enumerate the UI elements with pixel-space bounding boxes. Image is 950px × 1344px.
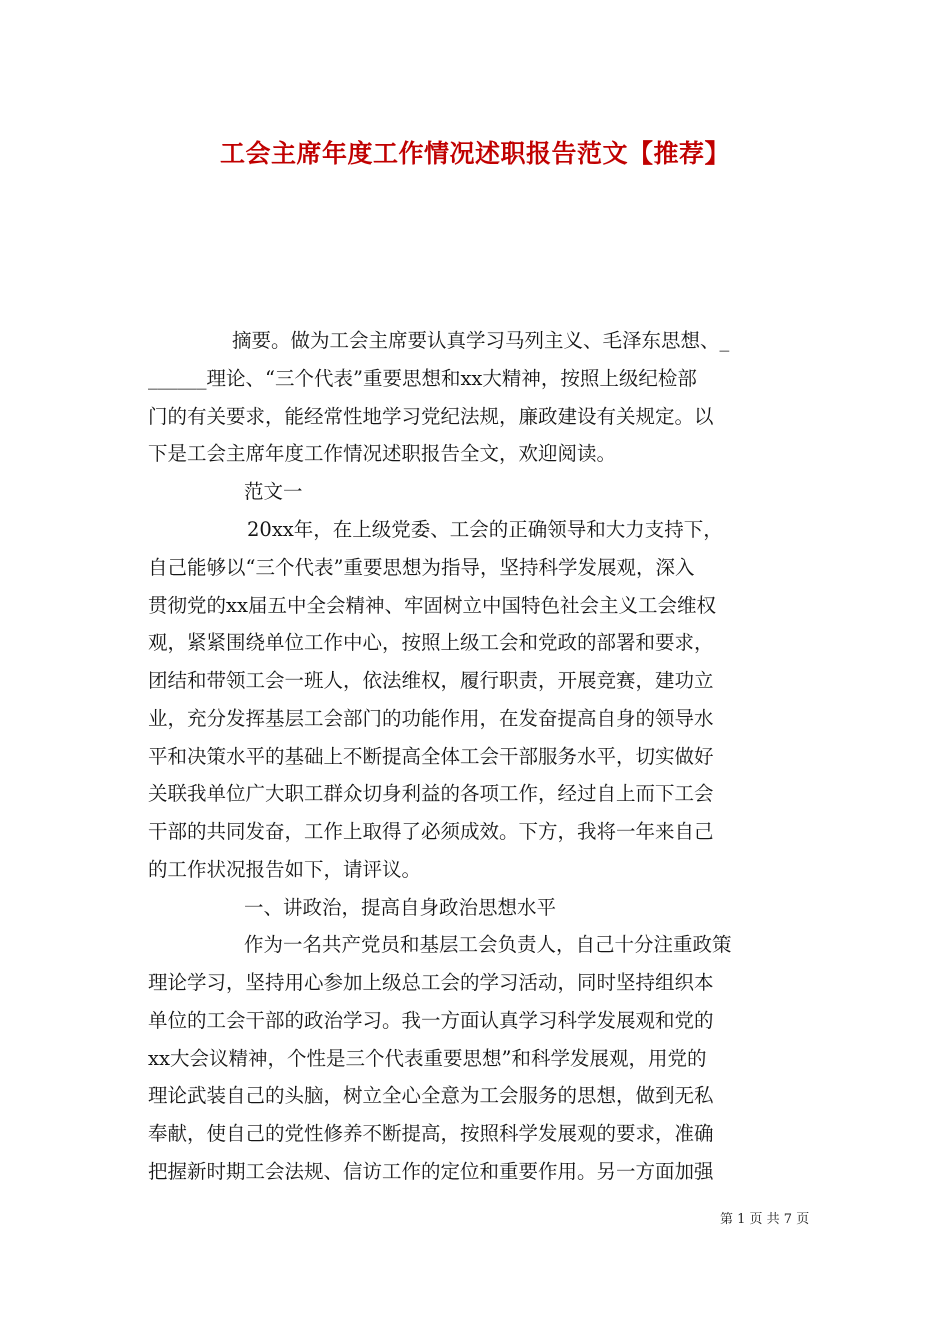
paragraph-line: 奉献，使自己的党性修养不断提高，按照科学发展观的要求，准确 xyxy=(148,1122,714,1145)
paragraph-line: 平和决策水平的基础上不断提高全体工会干部服务水平，切实做好 xyxy=(148,745,714,768)
abstract-line-2: ______理论、“三个代表”重要思想和xx大精神，按照上级纪检部 xyxy=(148,367,697,390)
section-heading-politics: 一、讲政治，提高自身政治思想水平 xyxy=(244,896,557,919)
paragraph-line: 观，紧紧围绕单位工作中心，按照上级工会和党政的部署和要求， xyxy=(148,631,714,654)
abstract-line-1: 摘要。做为工会主席要认真学习马列主义、毛泽东思想、_ xyxy=(232,329,730,352)
abstract-line-4: 下是工会主席年度工作情况述职报告全文，欢迎阅读。 xyxy=(148,442,617,465)
paragraph-line: 把握新时期工会法规、信访工作的定位和重要作用。另一方面加强 xyxy=(148,1160,714,1183)
abstract-line-3: 门的有关要求，能经常性地学习党纪法规，廉政建设有关规定。以 xyxy=(148,405,714,428)
paragraph-line: 作为一名共产党员和基层工会负责人，自己十分注重政策 xyxy=(244,933,732,956)
paragraph-line: 自己能够以“三个代表”重要思想为指导，坚持科学发展观，深入 xyxy=(148,556,695,579)
paragraph-line: xx大会议精神，个性是三个代表重要思想”和科学发展观，用党的 xyxy=(148,1047,707,1070)
paragraph-line: 理论学习，坚持用心参加上级总工会的学习活动，同时坚持组织本 xyxy=(148,971,714,994)
paragraph-line: 业，充分发挥基层工会部门的功能作用，在发奋提高自身的领导水 xyxy=(148,707,714,730)
paragraph-line: 的工作状况报告如下，请评议。 xyxy=(148,858,422,881)
paragraph-line: 关联我单位广大职工群众切身利益的各项工作，经过自上而下工会 xyxy=(148,782,714,805)
page-number: 第 1 页 共 7 页 xyxy=(720,1212,810,1227)
paragraph-line: 20xx年，在上级党委、工会的正确领导和大力支持下， xyxy=(247,518,723,541)
section-heading-sample-one: 范文一 xyxy=(244,480,303,503)
paragraph-line: 团结和带领工会一班人，依法维权，履行职责，开展竞赛，建功立 xyxy=(148,669,714,692)
paragraph-line: 单位的工会干部的政治学习。我一方面认真学习科学发展观和党的 xyxy=(148,1009,714,1032)
paragraph-line: 干部的共同发奋，工作上取得了必须成效。下方，我将一年来自己 xyxy=(148,820,714,843)
paragraph-line: 贯彻党的xx届五中全会精神、牢固树立中国特色社会主义工会维权 xyxy=(148,594,716,617)
paragraph-line: 理论武装自己的头脑，树立全心全意为工会服务的思想，做到无私 xyxy=(148,1084,714,1107)
document-title: 工会主席年度工作情况述职报告范文【推荐】 xyxy=(219,139,730,168)
